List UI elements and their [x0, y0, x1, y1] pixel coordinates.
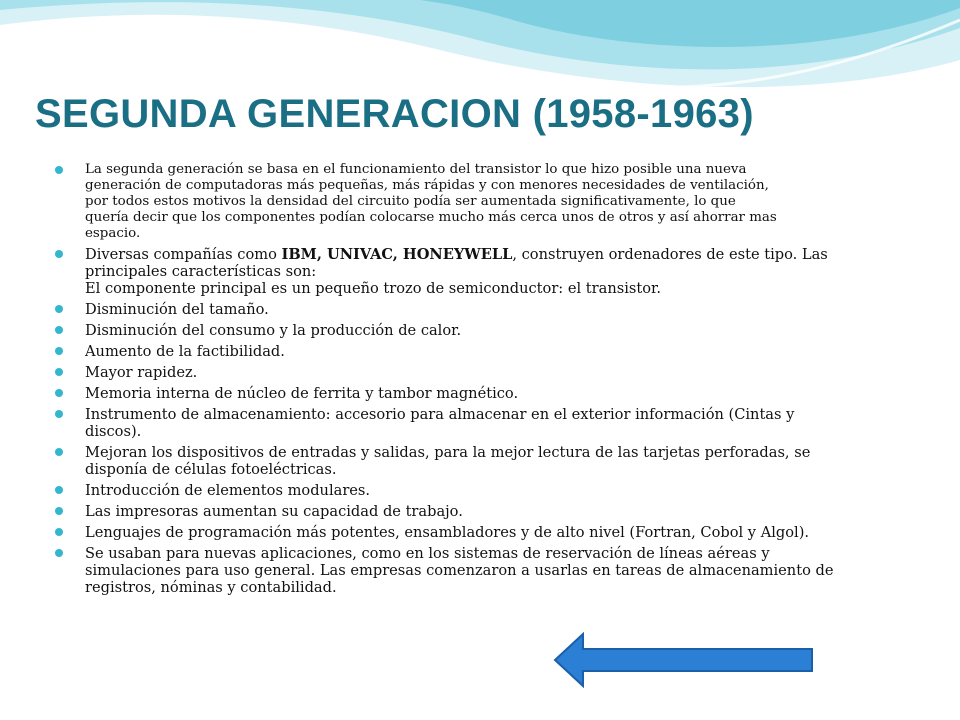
bullet-dot-icon: [55, 347, 63, 355]
bullet-text-part: Diversas compañías como: [85, 246, 282, 263]
bullet-text: Las impresoras aumentan su capacidad de trabajo.: [85, 503, 463, 520]
bullet-item: [55, 301, 900, 318]
left-arrow-icon[interactable]: [553, 632, 815, 688]
bullet-item: [55, 343, 900, 360]
bullet-dot-icon: [55, 389, 63, 397]
bullet-dot-icon: [55, 326, 63, 334]
bullet-text: Mayor rapidez.: [85, 364, 198, 381]
bullet-dot-icon: [55, 507, 63, 515]
bullet-item: [55, 406, 900, 440]
bullet-item: [55, 482, 900, 499]
bullet-dot-icon: [55, 410, 63, 418]
bullet-dot-icon: [55, 250, 63, 258]
bullet-text: Se usaban para nuevas aplicaciones, como en los sistemas de reservación de líneas aéreas y simulaciones para uso general. Las empresas comenzaron a usarlas en tareas de almacenamiento de registros, nóminas y contabilidad.: [85, 545, 834, 596]
bullet-item: [55, 162, 900, 242]
bullet-text: Disminución del consumo y la producción de calor.: [85, 322, 462, 339]
bullet-item: [55, 503, 900, 520]
bullet-text-part: , construyen ordenadores de este tipo. Las principales características son: El componente principal es un pequeño trozo de semiconductor: el transistor.: [85, 246, 828, 297]
bullet-dot-icon: [55, 448, 63, 456]
bullet-item: [55, 444, 900, 478]
bullet-item: [55, 322, 900, 339]
bullet-item: [55, 385, 900, 402]
bullet-text: Instrumento de almacenamiento: accesorio para almacenar en el exterior información (Cintas y discos).: [85, 406, 795, 440]
bullet-text: Introducción de elementos modulares.: [85, 482, 371, 499]
company-names: IBM, UNIVAC, HONEYWELL: [281, 246, 513, 263]
bullet-dot-icon: [55, 305, 63, 313]
bullet-text: [85, 246, 900, 297]
bullet-text: La segunda generación se basa en el funcionamiento del transistor lo que hizo posible una nueva generación de computadoras más pequeñas, más rápidas y con menores necesidades de ventilación, por todos estos motivos la densidad del circuito podía ser aumentada significativamente, lo que quería decir que los componentes podían colocarse mucho más cerca unos de otros y así ahorrar mas espacio.: [85, 162, 777, 241]
bullet-item: [55, 524, 900, 541]
bullet-dot-icon: [55, 528, 63, 536]
slide-title: SEGUNDA GENERACION (1958-1963): [35, 92, 754, 136]
bullet-dot-icon: [55, 368, 63, 376]
bullet-text: Memoria interna de núcleo de ferrita y tambor magnético.: [85, 385, 519, 402]
bullet-text: Mejoran los dispositivos de entradas y salidas, para la mejor lectura de las tarjetas perforadas, se disponía de células fotoeléctricas.: [85, 444, 811, 478]
bullet-dot-icon: [55, 166, 63, 174]
bullet-text: Lenguajes de programación más potentes, ensambladores y de alto nivel (Fortran, Cobol y Algol).: [85, 524, 810, 541]
bullet-text: Disminución del tamaño.: [85, 301, 269, 318]
bullet-text: Aumento de la factibilidad.: [85, 343, 285, 360]
bullet-dot-icon: [55, 549, 63, 557]
bullet-list: [55, 162, 900, 600]
bullet-item: [55, 246, 900, 297]
bullet-item: [55, 364, 900, 381]
bullet-item: [55, 545, 900, 596]
bullet-dot-icon: [55, 486, 63, 494]
